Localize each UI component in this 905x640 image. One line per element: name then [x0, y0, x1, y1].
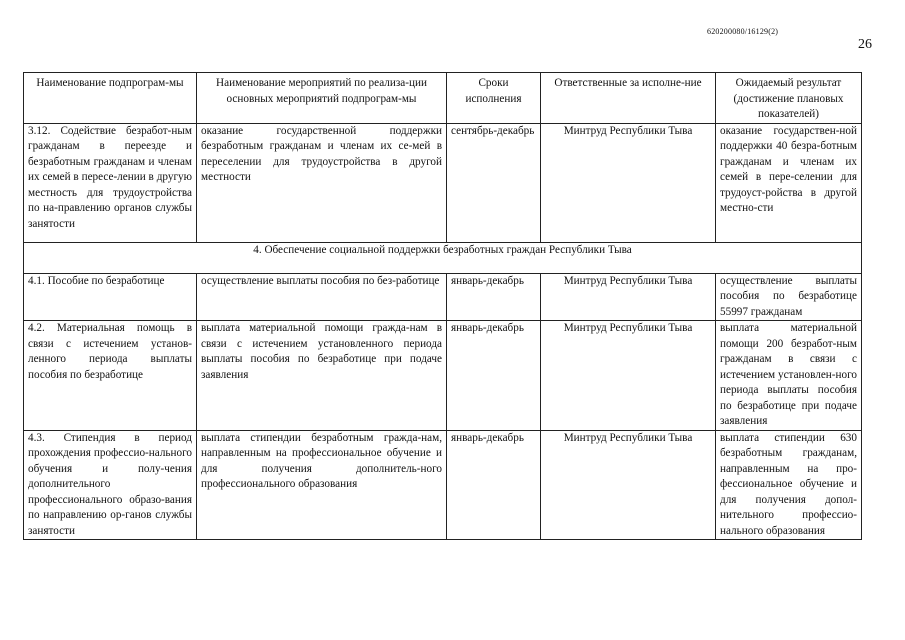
table-row [24, 430, 862, 540]
cell-result: выплата стипендии 630 безработным гражданам, направленным на про-фессиональное обучение и для получения допол-нительного профессио-нального образования [716, 430, 862, 540]
column-header-subprogram: Наименование подпрограм-мы [24, 73, 197, 124]
table-header-row [24, 73, 862, 124]
cell-activity: осуществление выплаты пособия по без-работице [197, 273, 447, 321]
cell-result: выплата материальной помощи 200 безработ-ным гражданам в связи с истечением установлен-ного периода выплаты пособия по безработице при подаче заявления [716, 321, 862, 431]
cell-responsible: Минтруд Республики Тыва [541, 321, 716, 431]
cell-subprogram: 4.3. Стипендия в период прохождения профессио-нального обучения и полу-чения дополнительного профессионального образо-вания по направлению ор-ганов службы занятости [24, 430, 197, 540]
cell-term: январь-декабрь [447, 321, 541, 431]
program-table [23, 72, 862, 540]
cell-activity: оказание государственной поддержки безработным гражданам и членам их се-мей в переселении для трудоустройства в другой местности [197, 123, 447, 242]
cell-responsible: Минтруд Республики Тыва [541, 123, 716, 242]
section-title: 4. Обеспечение социальной поддержки безработных граждан Республики Тыва [24, 242, 862, 273]
document-code: 620200080/16129(2) [707, 27, 779, 36]
table-row [24, 273, 862, 321]
cell-term: сентябрь-декабрь [447, 123, 541, 242]
table-row [24, 321, 862, 431]
column-header-terms: Сроки исполнения [447, 73, 541, 124]
table-row [24, 123, 862, 242]
cell-responsible: Минтруд Республики Тыва [541, 430, 716, 540]
section-row [24, 242, 862, 273]
cell-activity: выплата материальной помощи гражда-нам в связи с истечением установленного периода выплаты пособия по безработице при подаче заявления [197, 321, 447, 431]
column-header-activities: Наименование мероприятий по реализа-ции основных мероприятий подпрограм-мы [197, 73, 447, 124]
column-header-expected-result: Ожидаемый результат (достижение плановых показателей) [716, 73, 862, 124]
cell-activity: выплата стипендии безработным гражда-нам, направленным на профессиональное обучение и для получения дополнитель-ного профессионального образования [197, 430, 447, 540]
cell-result: осуществление выплаты пособия по безработице 55997 гражданам [716, 273, 862, 321]
cell-term: январь-декабрь [447, 273, 541, 321]
column-header-responsible: Ответственные за исполне-ние [541, 73, 716, 124]
cell-result: оказание государствен-ной поддержки 40 безра-ботным гражданам и членам их семей в пере-селении для трудоуст-ройства в другой местно-сти [716, 123, 862, 242]
page-number: 26 [858, 37, 872, 52]
cell-term: январь-декабрь [447, 430, 541, 540]
cell-subprogram: 3.12. Содействие безработ-ным гражданам в переезде и безработным гражданам и членам их семей в пересе-лении в другую местность для трудоустройства по на-правлению органов службы занятости [24, 123, 197, 242]
cell-subprogram: 4.2. Материальная помощь в связи с истечением установ-ленного периода выплаты пособия по безработице [24, 321, 197, 431]
cell-subprogram: 4.1. Пособие по безработице [24, 273, 197, 321]
cell-responsible: Минтруд Республики Тыва [541, 273, 716, 321]
